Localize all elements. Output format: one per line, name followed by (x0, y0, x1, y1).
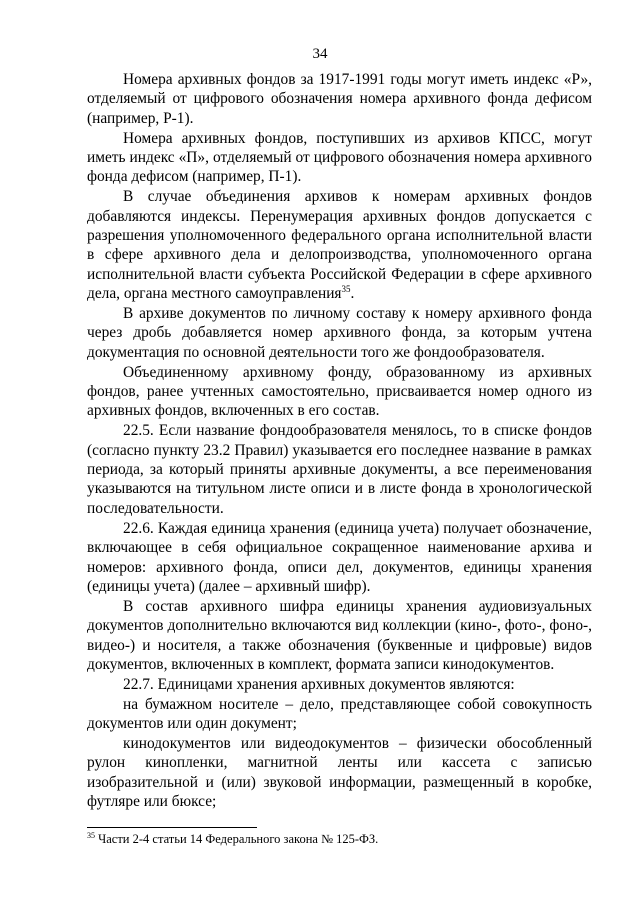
paragraph (87, 187, 592, 303)
paragraph: 22.6. Каждая единица хранения (единица учета) получает обозначение, включающее в себя официальное сокращенное наименование архива и номеров: архивного фонда, описи дел, документов, единицы хранения (единицы учета) (далее – архивный шифр). (87, 519, 592, 595)
paragraph: В архиве документов по личному составу к номеру архивного фонда через дробь добавляется номер архивного фонда, за которым учтена документация по основной деятельности того же фондообразователя. (87, 305, 592, 361)
paragraph: на бумажном носителе – дело, представляющее собой совокупность документов или один документ; (87, 695, 592, 732)
paragraph-text: В случае объединения архивов к номерам архивных фондов добавляются индексы. Перенумерация архивных фондов допускается с разрешения уполномоченного федерального органа исполнительной власти в сфере архивного дела и делопроизводства, уполномоченного органа исполнительной власти субъекта Российской Федерации в сфере архивного дела, органа местного самоуправления (87, 188, 592, 303)
body-text (87, 70, 592, 812)
paragraph: В состав архивного шифра единицы хранения аудиовизуальных документов дополнительно включаются вид коллекции (кино-, фото-, фоно-, видео-) и носителя, а также обозначения (буквенные и цифровые) видов документов, включенных в комплект, формата записи кинодокументов. (87, 597, 592, 673)
paragraph: кинодокументов или видеодокументов – физически обособленный рулон кинопленки, магнитной ленты или кассета с записью изобразительной и (или) звуковой информации, размещенный в коробке, футляре или бюксе; (87, 734, 592, 810)
paragraph: 22.7. Единицами хранения архивных документов являются: (123, 675, 515, 693)
footnote (87, 832, 592, 847)
footnote-number: 35 (87, 830, 95, 840)
footnote-divider (87, 827, 257, 828)
paragraph: Номера архивных фондов за 1917-1991 годы могут иметь индекс «Р», отделяемый от цифрового обозначения номера архивного фонда дефисом (например, Р-1). (87, 71, 592, 127)
footnote-reference: 35 (341, 284, 351, 295)
paragraph: Объединенному архивному фонду, образованному из архивных фондов, ранее учтенных самостоятельно, присваивается номер одного из архивных фондов, включенных в его состав. (87, 363, 592, 420)
paragraph-end: . (350, 285, 355, 303)
footnote-text: Части 2-4 статьи 14 Федерального закона № 125-ФЗ. (95, 832, 379, 846)
page-number: 34 (312, 46, 328, 62)
paragraph: 22.5. Если название фондообразователя менялось, то в списке фондов (согласно пункту 23.2 Правил) указывается его последнее название в рамках периода, за который приняты архивные документы, а все переименования указываются на титульном листе описи и в листе фонда в хронологической последовательности. (87, 422, 592, 517)
paragraph: Номера архивных фондов, поступивших из архивов КПСС, могут иметь индекс «П», отделяемый от цифрового обозначения номера архивного фонда дефисом (например, П-1). (87, 129, 592, 186)
